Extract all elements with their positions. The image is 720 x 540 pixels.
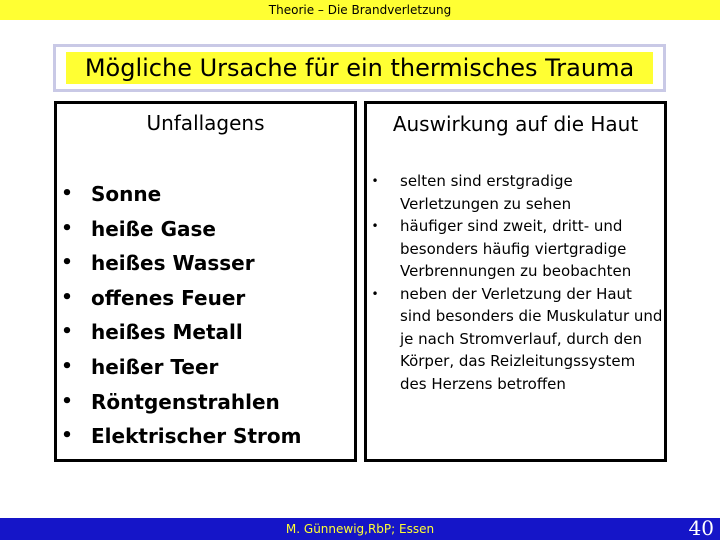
list-item	[59, 419, 354, 454]
list-item	[59, 212, 354, 247]
list-item-text: heißes Wasser	[91, 251, 255, 276]
list-item-text: Elektrischer Strom	[91, 424, 302, 449]
title-frame	[53, 44, 666, 92]
bullet-icon: •	[61, 321, 73, 343]
footer-bar	[0, 518, 720, 540]
list-item-text: heiße Gase	[91, 216, 216, 241]
list-item-text: neben der Verletzung der Haut sind besonders die Muskulatur und je nach Stromverlauf, durch den Körper, das Reizleitungssystem des Herzens betroffen	[400, 284, 663, 393]
bullet-icon: •	[371, 219, 379, 233]
page-number: 40	[688, 516, 714, 540]
list-item-text: selten sind erstgradige Verletzungen zu sehen	[400, 172, 573, 213]
effects-panel	[364, 101, 667, 462]
bullet-icon: •	[61, 183, 73, 204]
bullet-icon: •	[61, 390, 73, 412]
slide-title: Mögliche Ursache für ein thermisches Trauma	[66, 52, 653, 84]
bullet-icon: •	[61, 286, 73, 308]
header-text: Theorie – Die Brandverletzung	[268, 3, 452, 17]
causes-panel	[54, 101, 357, 462]
list-item	[59, 177, 354, 212]
list-item-text: Sonne	[91, 182, 162, 206]
footer-author: M. Günnewig,RbP; Essen	[285, 522, 435, 536]
list-item	[367, 215, 664, 283]
list-item	[59, 315, 354, 350]
list-item	[59, 281, 354, 316]
bullet-icon: •	[61, 217, 73, 239]
header-bar	[0, 0, 720, 20]
causes-list	[59, 177, 354, 454]
list-item-text: häufiger sind zweit, dritt- und besonders häufig viertgradige Verbrennungen zu beobachten	[400, 217, 632, 280]
list-item-text: heißer Teer	[91, 354, 219, 379]
list-item	[59, 385, 354, 420]
effects-heading: Auswirkung auf die Haut	[392, 112, 639, 136]
list-item	[59, 350, 354, 385]
bullet-icon: •	[61, 425, 73, 447]
bullet-icon: •	[61, 355, 73, 377]
list-item-text: Röntgenstrahlen	[91, 389, 280, 414]
list-item	[59, 246, 354, 281]
list-item-text: heißes Metall	[91, 320, 243, 345]
causes-heading: Unfallagens	[146, 111, 265, 135]
list-item	[367, 170, 664, 215]
bullet-icon: •	[61, 252, 73, 274]
bullet-icon: •	[371, 174, 379, 188]
list-item-text: offenes Feuer	[91, 285, 246, 310]
effects-list	[367, 170, 664, 395]
bullet-icon: •	[371, 286, 379, 301]
list-item	[367, 283, 664, 396]
